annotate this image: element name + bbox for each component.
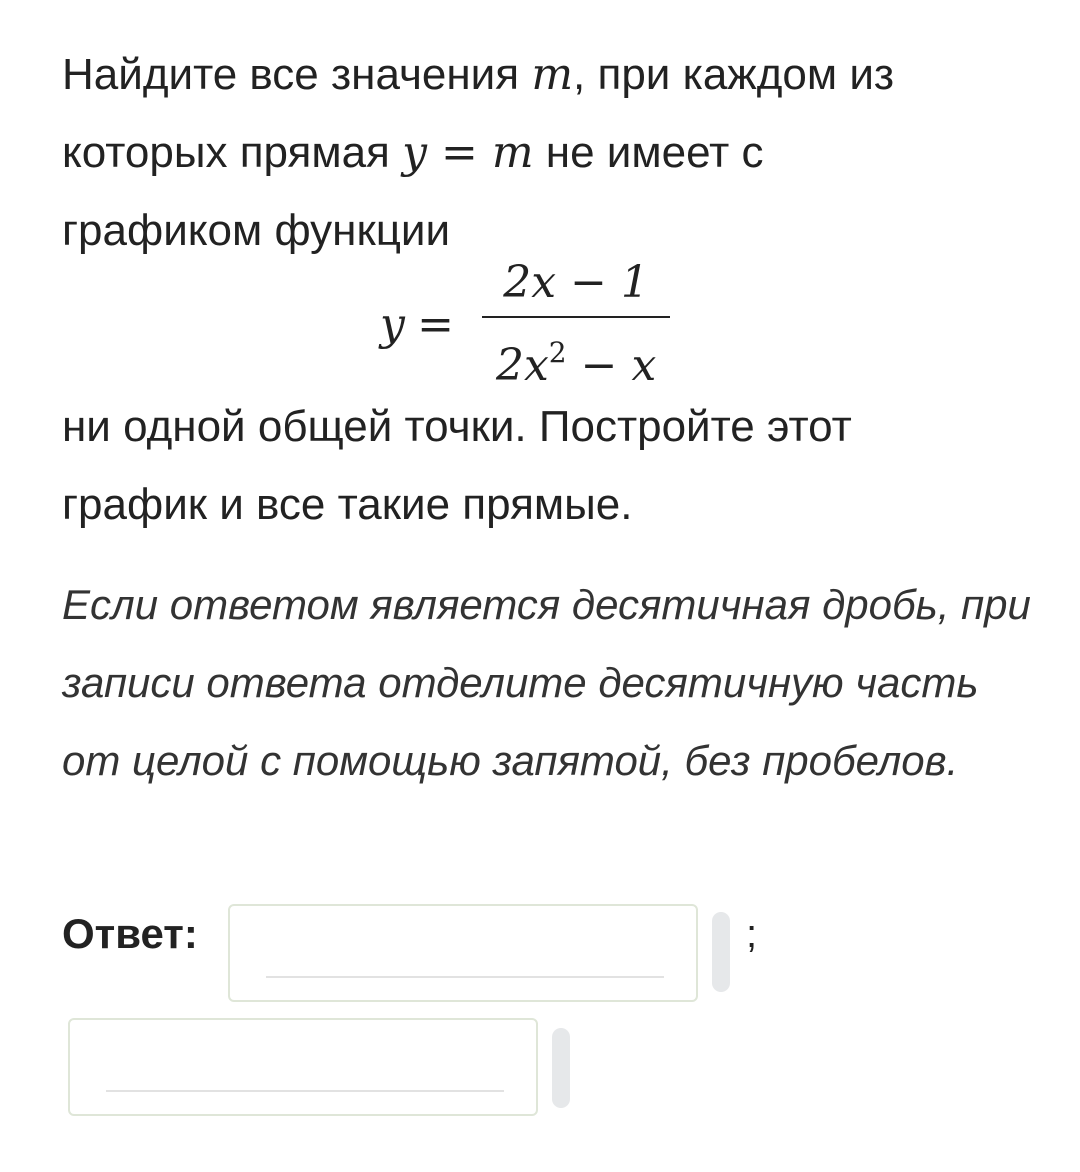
answer-input-2[interactable]: [106, 1034, 504, 1084]
denominator-base: 2x: [495, 339, 549, 391]
answer-field-1[interactable]: [228, 904, 698, 1002]
field-handle: [552, 1028, 570, 1108]
denominator-exponent: 2: [548, 335, 567, 369]
formula-y: y: [380, 298, 405, 350]
answer-separator: ;: [746, 912, 758, 956]
task-text-part: Найдите все значения: [62, 50, 532, 99]
formula-fraction: [482, 254, 670, 395]
task-text: [62, 36, 1032, 270]
formula-lhs: [380, 299, 454, 350]
field-handle: [712, 912, 730, 992]
denominator-rest: − x: [566, 339, 657, 391]
task-text-part: не имеет с: [533, 128, 764, 177]
task-text-part: которых прямая: [62, 128, 403, 177]
formula-equals: =: [417, 298, 454, 350]
formula-numerator: 2x − 1: [503, 256, 649, 308]
input-underline: [266, 976, 664, 978]
task-continuation: [62, 388, 1032, 544]
answer-label: Ответ:: [62, 910, 198, 957]
input-underline: [106, 1090, 504, 1092]
task-line-1: [62, 36, 1032, 114]
math-variable-m: m: [531, 49, 574, 100]
task-line-3: графиком функции: [62, 206, 451, 255]
answer-field-2[interactable]: [68, 1018, 538, 1116]
answer-input-1[interactable]: [266, 920, 664, 970]
answer-format-note: Если ответом является десятичная дробь, при записи ответа отделите десятичную часть от целой с помощью запятой, без пробелов.: [62, 581, 1031, 784]
task-line-4: ни одной общей точки. Постройте этот: [62, 402, 852, 451]
math-variable-y: y: [402, 127, 427, 178]
task-text-part: , при каждом из: [573, 50, 895, 99]
formula-denominator: [482, 318, 670, 395]
task-line-5: график и все такие прямые.: [62, 480, 633, 529]
task-line-2: [62, 114, 1032, 192]
math-variable-m: m: [491, 127, 534, 178]
math-equals: =: [426, 127, 492, 178]
function-formula: [380, 254, 670, 394]
